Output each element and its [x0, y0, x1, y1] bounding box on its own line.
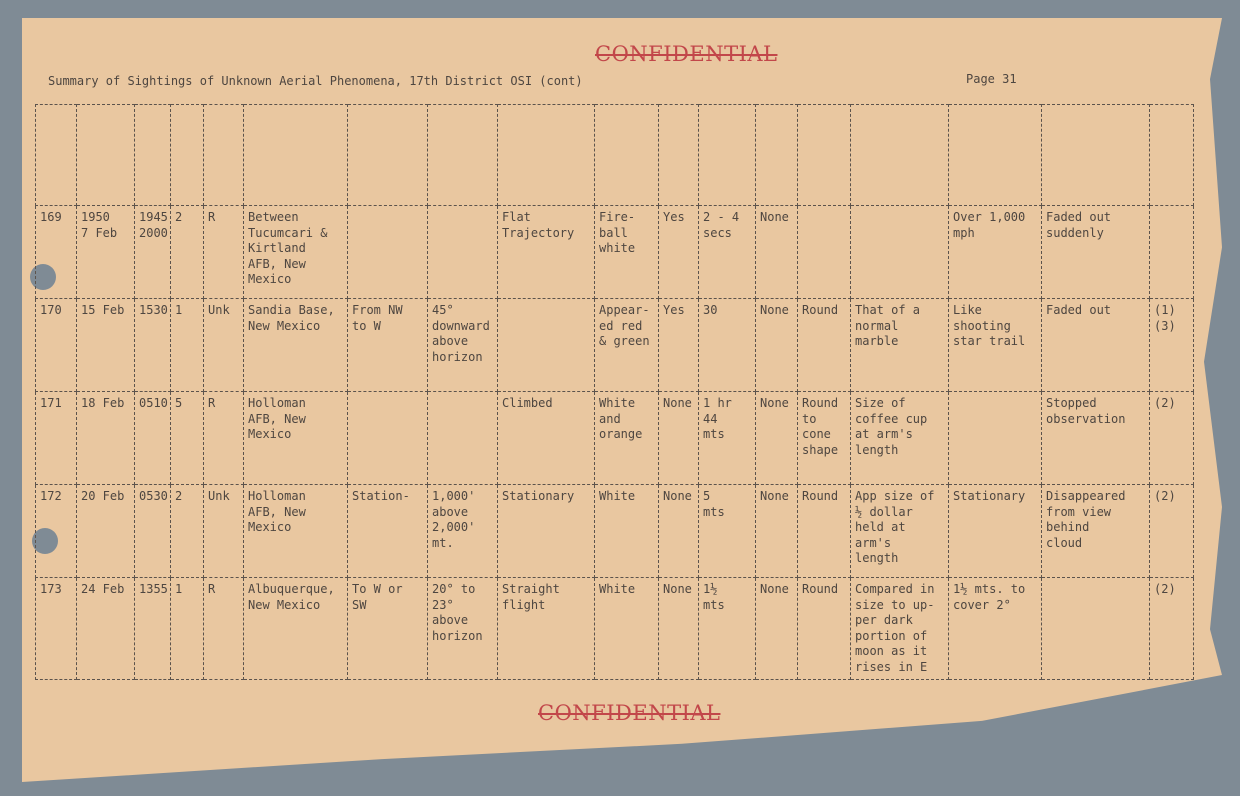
- cell-date: 15 Feb: [77, 299, 135, 392]
- cell-speed: Over 1,000 mph: [949, 206, 1042, 299]
- cell-observers: 1: [171, 299, 204, 392]
- column-header: [244, 105, 348, 206]
- cell-speed: Stationary: [949, 485, 1042, 578]
- cell-date: 24 Feb: [77, 578, 135, 680]
- column-header-label: [175, 105, 199, 106]
- cell-altitude: 1,000' above 2,000' mt.: [428, 485, 498, 578]
- sightings-table: [35, 104, 1194, 680]
- cell-evaluation: [1150, 206, 1194, 299]
- cell-time: 1945 2000: [135, 206, 171, 299]
- cell-time: 0530: [135, 485, 171, 578]
- cell-course: Stationary: [498, 485, 595, 578]
- column-header-label: [81, 105, 93, 106]
- cell-speed: Like shooting star trail: [949, 299, 1042, 392]
- column-header-label: [248, 105, 284, 106]
- column-header-label: [352, 105, 388, 106]
- cell-reliability: Unk: [204, 485, 244, 578]
- column-header-label: [40, 105, 52, 106]
- cell-shape: Round: [798, 299, 851, 392]
- cell-observers: 1: [171, 578, 204, 680]
- cell-direction: To W or SW: [348, 578, 428, 680]
- cell-shape: [798, 206, 851, 299]
- cell-disappearance: Disappeared from view behind cloud: [1042, 485, 1150, 578]
- column-header: [204, 105, 244, 206]
- cell-duration: 1 hr 44 mts: [699, 392, 756, 485]
- table-row: [36, 299, 1194, 392]
- cell-shape: Round to cone shape: [798, 392, 851, 485]
- cell-sound: None: [756, 578, 798, 680]
- cell-observers: 2: [171, 485, 204, 578]
- cell-disappearance: Faded out suddenly: [1042, 206, 1150, 299]
- cell-size: [851, 206, 949, 299]
- cell-color: White: [595, 485, 659, 578]
- cell-area: Sandia Base, New Mexico: [244, 299, 348, 392]
- cell-evaluation: (2): [1150, 392, 1194, 485]
- cell-direction: [348, 392, 428, 485]
- column-header: [1042, 105, 1150, 206]
- cell-reliability: R: [204, 578, 244, 680]
- column-header-label: [703, 105, 727, 106]
- cell-size: Compared in size to up- per dark portion of moon as it rises in E: [851, 578, 949, 680]
- table-header-row: [36, 105, 1194, 206]
- column-header-label: [855, 105, 879, 106]
- column-header-label: [208, 105, 232, 106]
- cell-course: Climbed: [498, 392, 595, 485]
- cell-reliability: Unk: [204, 299, 244, 392]
- column-header: [595, 105, 659, 206]
- cell-number: 172: [36, 485, 77, 578]
- column-header: [699, 105, 756, 206]
- document-summary-title: Summary of Sightings of Unknown Aerial Phenomena, 17th District OSI (cont): [48, 74, 583, 88]
- cell-evaluation: (2): [1150, 485, 1194, 578]
- cell-altitude: 20° to 23° above horizon: [428, 578, 498, 680]
- column-header: [1150, 105, 1194, 206]
- cell-sound: None: [756, 206, 798, 299]
- cell-duration: 2 - 4 secs: [699, 206, 756, 299]
- table-row: [36, 392, 1194, 485]
- cell-disappearance: [1042, 578, 1150, 680]
- cell-size: App size of ½ dollar held at arm's length: [851, 485, 949, 578]
- cell-time: 1355: [135, 578, 171, 680]
- confidential-stamp-top: CONFIDENTIAL: [595, 42, 778, 66]
- cell-area: Between Tucumcari & Kirtland AFB, New Mexico: [244, 206, 348, 299]
- cell-color: White and orange: [595, 392, 659, 485]
- cell-evaluation: (1) (3): [1150, 299, 1194, 392]
- cell-date: 1950 7 Feb: [77, 206, 135, 299]
- column-header-label: [1154, 105, 1166, 106]
- cell-duration: 1½ mts: [699, 578, 756, 680]
- column-header: [428, 105, 498, 206]
- cell-reliability: R: [204, 392, 244, 485]
- cell-color: White: [595, 578, 659, 680]
- cell-size: That of a normal marble: [851, 299, 949, 392]
- column-header-label: [502, 105, 538, 106]
- cell-number: 170: [36, 299, 77, 392]
- cell-number: 171: [36, 392, 77, 485]
- cell-date: 20 Feb: [77, 485, 135, 578]
- column-header: [659, 105, 699, 206]
- cell-course: [498, 299, 595, 392]
- column-header-label: [760, 105, 772, 106]
- cell-duration: 5 mts: [699, 485, 756, 578]
- column-header: [36, 105, 77, 206]
- table-row: [36, 485, 1194, 578]
- cell-speed: 1½ mts. to cover 2°: [949, 578, 1042, 680]
- cell-train: Yes: [659, 206, 699, 299]
- cell-disappearance: Faded out: [1042, 299, 1150, 392]
- cell-color: Appear- ed red & green: [595, 299, 659, 392]
- cell-direction: Station-: [348, 485, 428, 578]
- column-header: [77, 105, 135, 206]
- cell-train: None: [659, 392, 699, 485]
- column-header: [851, 105, 949, 206]
- cell-altitude: [428, 206, 498, 299]
- cell-course: Straight flight: [498, 578, 595, 680]
- column-header-label: [599, 105, 611, 106]
- cell-color: Fire- ball white: [595, 206, 659, 299]
- table-row: [36, 206, 1194, 299]
- cell-sound: None: [756, 392, 798, 485]
- column-header: [135, 105, 171, 206]
- column-header-label: [139, 105, 151, 106]
- column-header: [756, 105, 798, 206]
- cell-shape: Round: [798, 578, 851, 680]
- cell-evaluation: (2): [1150, 578, 1194, 680]
- column-header-label: [802, 105, 814, 106]
- cell-altitude: 45° downward above horizon: [428, 299, 498, 392]
- cell-number: 173: [36, 578, 77, 680]
- cell-observers: 5: [171, 392, 204, 485]
- cell-date: 18 Feb: [77, 392, 135, 485]
- cell-course: Flat Trajectory: [498, 206, 595, 299]
- cell-reliability: R: [204, 206, 244, 299]
- cell-duration: 30: [699, 299, 756, 392]
- column-header: [949, 105, 1042, 206]
- cell-disappearance: Stopped observation: [1042, 392, 1150, 485]
- cell-area: Holloman AFB, New Mexico: [244, 485, 348, 578]
- column-header: [348, 105, 428, 206]
- column-header-label: [663, 105, 687, 106]
- cell-area: Albuquerque, New Mexico: [244, 578, 348, 680]
- cell-train: None: [659, 485, 699, 578]
- cell-time: 1530: [135, 299, 171, 392]
- cell-area: Holloman AFB, New Mexico: [244, 392, 348, 485]
- cell-observers: 2: [171, 206, 204, 299]
- confidential-stamp-bottom: CONFIDENTIAL: [538, 701, 721, 725]
- cell-number: 169: [36, 206, 77, 299]
- column-header-label: [1046, 105, 1082, 106]
- column-header: [171, 105, 204, 206]
- cell-time: 0510: [135, 392, 171, 485]
- cell-direction: From NW to W: [348, 299, 428, 392]
- cell-shape: Round: [798, 485, 851, 578]
- table-row: [36, 578, 1194, 680]
- cell-size: Size of coffee cup at arm's length: [851, 392, 949, 485]
- cell-train: None: [659, 578, 699, 680]
- cell-sound: None: [756, 485, 798, 578]
- cell-direction: [348, 206, 428, 299]
- cell-train: Yes: [659, 299, 699, 392]
- column-header: [498, 105, 595, 206]
- column-header-label: [432, 105, 456, 106]
- page-number: Page 31: [966, 72, 1017, 86]
- cell-speed: [949, 392, 1042, 485]
- cell-sound: None: [756, 299, 798, 392]
- column-header-label: [953, 105, 977, 106]
- column-header: [798, 105, 851, 206]
- cell-altitude: [428, 392, 498, 485]
